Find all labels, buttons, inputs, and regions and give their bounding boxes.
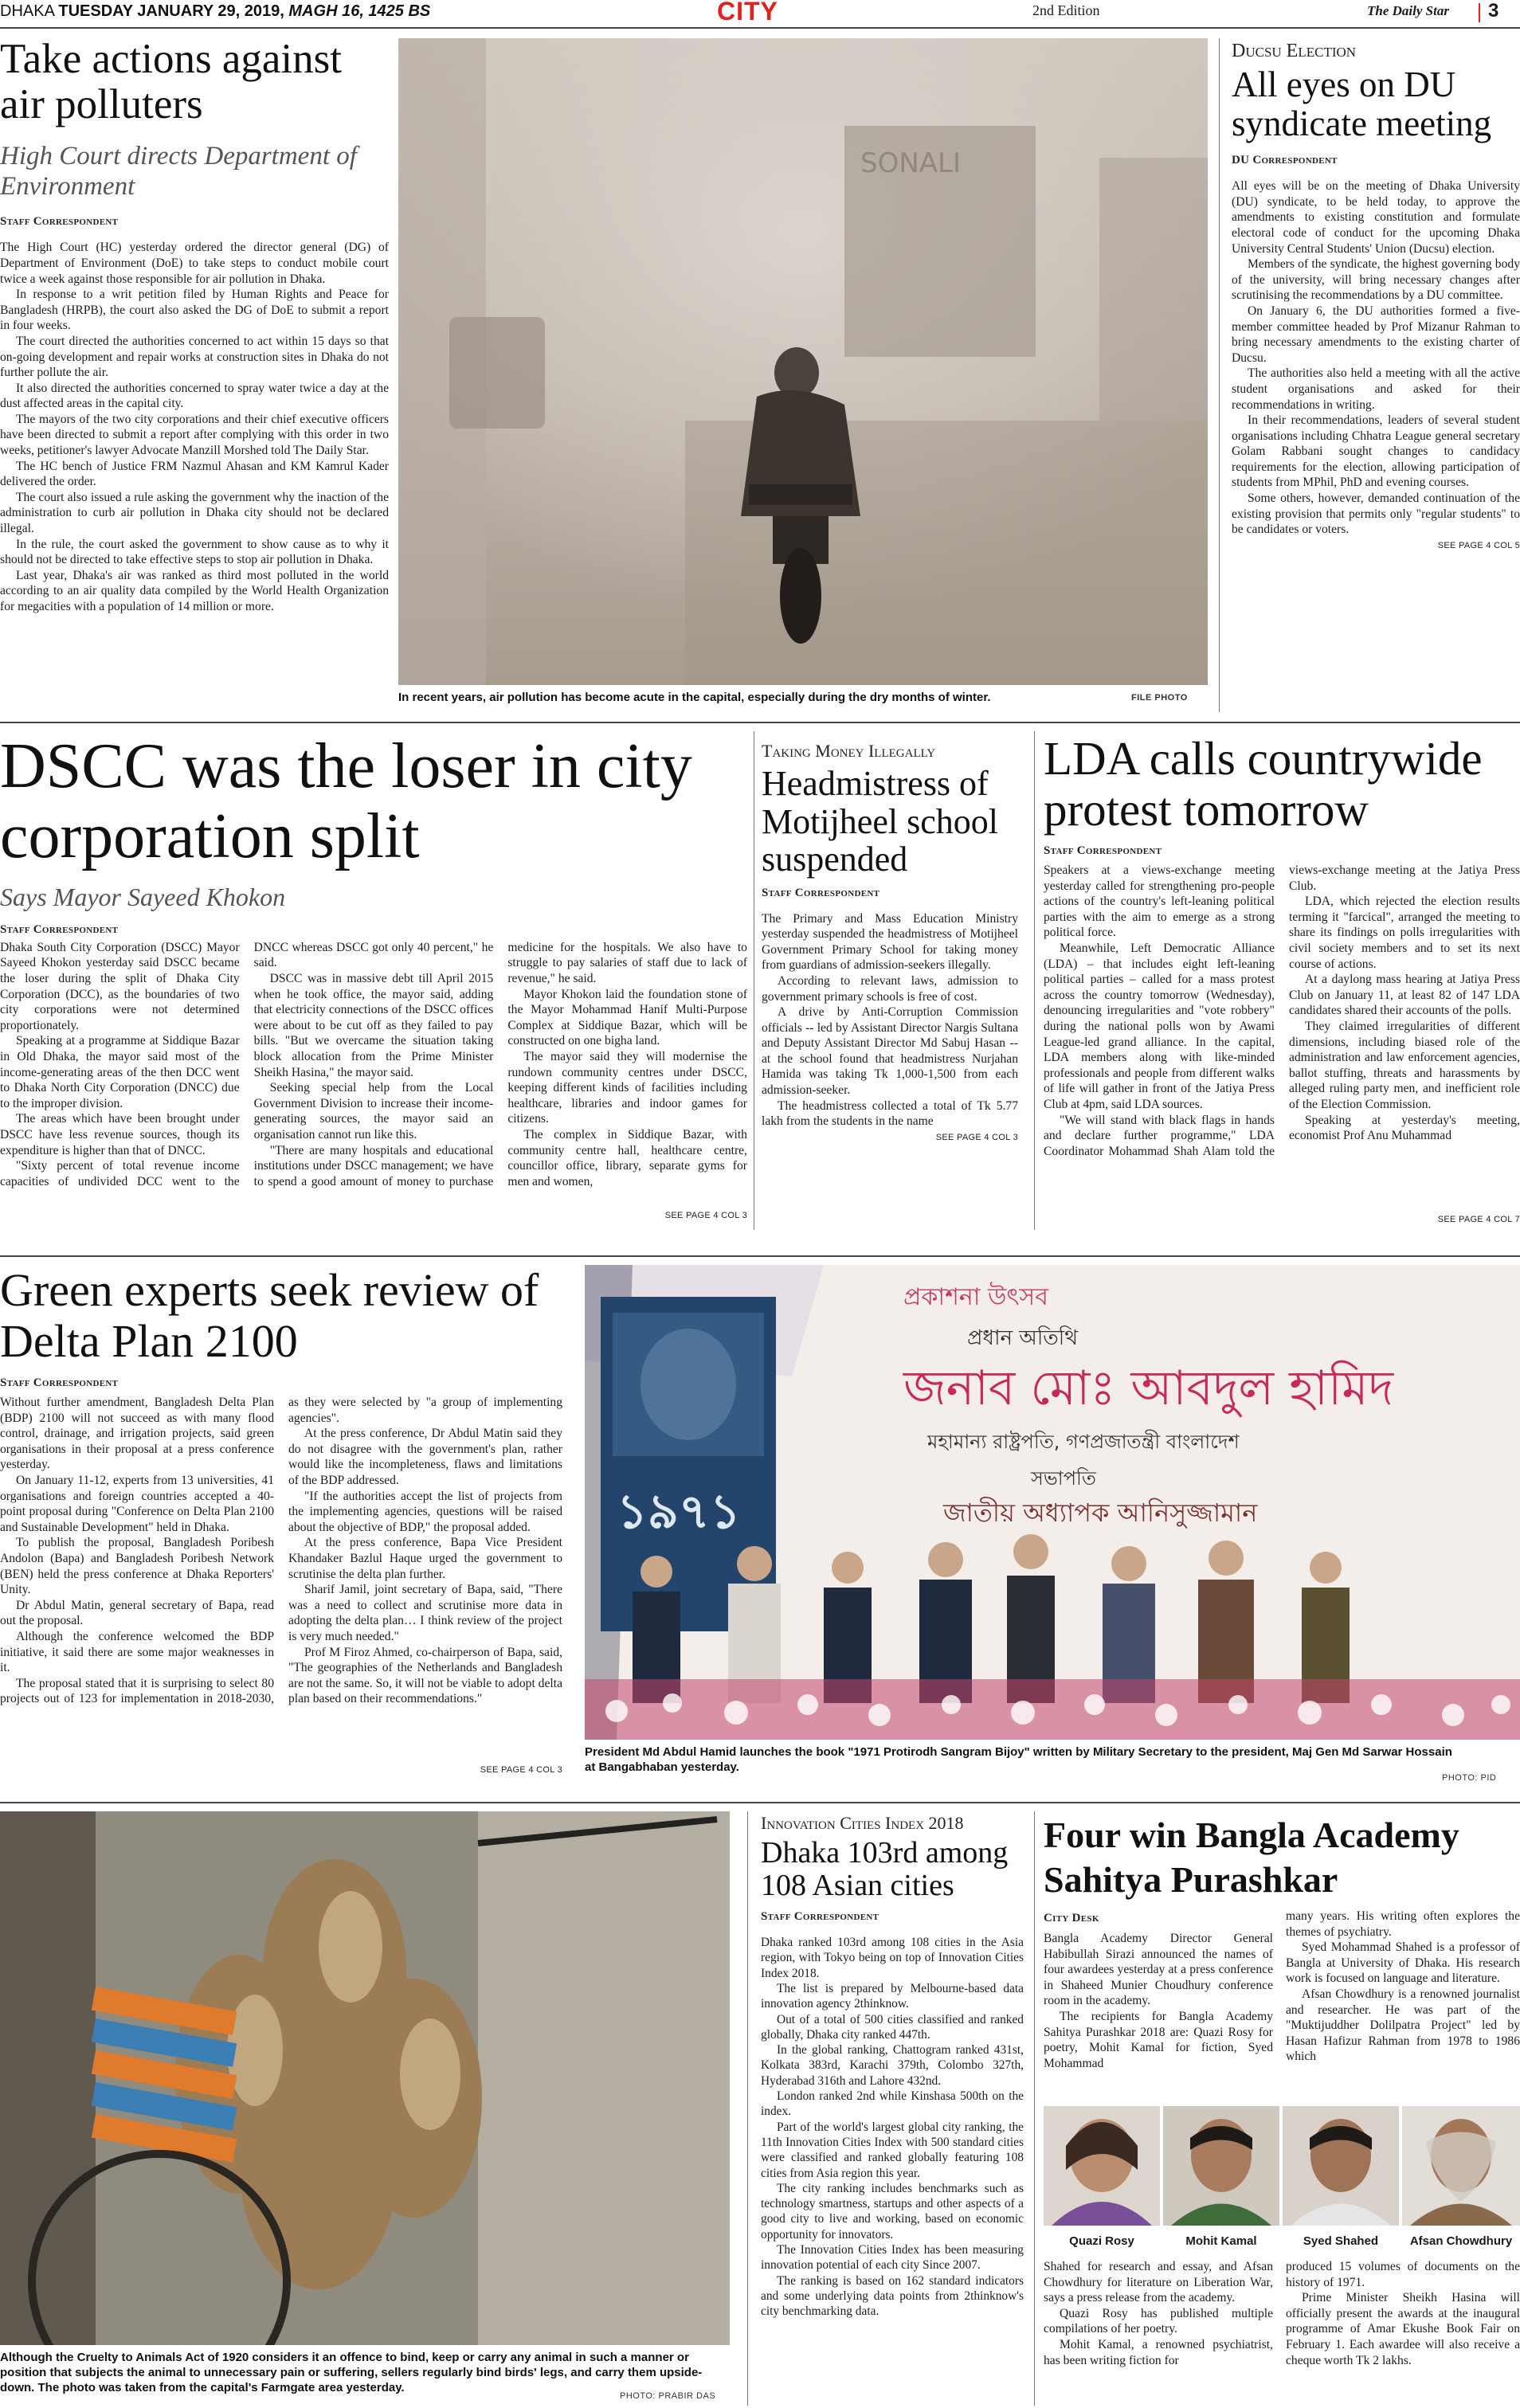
winner-photo [1163,2106,1279,2226]
paragraph: To publish the proposal, Bangladesh Poribesh Andolon (Bapa) and Bangladesh Poribesh Network (BEN) held the press conference at Dhaka Reporters' Unity. [0,1536,274,1597]
paragraph: According to relevant laws, admission to government primary schools is free of cost. [762,973,1018,1004]
paragraph: Although the conference welcomed the BDP initiative, it said there are some major weaknesses in it. [0,1629,274,1675]
article-body-col-4 [1286,2259,1520,2368]
paragraph: "We will stand with black flags in hands and declare further programme," LDA Coordinator Mohammad Shah Alam told the views-exchange meeting at the Jatiya Press Club. [1044,863,1520,1158]
byline: Staff Correspondent [0,1376,119,1389]
article-dscc-split [0,731,747,1231]
paragraph: The court also issued a rule asking the government why the inaction of the administration to curb air pollution in Dhaka city should not be declared illegal. [0,490,389,536]
paper-logo: The Daily Star [1367,3,1449,18]
masthead [0,0,1520,27]
paragraph: Some others, however, demanded continuation of the existing provision that permits only "regular students" to be candidates or voters. [1232,491,1520,537]
article-body [1044,863,1520,1215]
paragraph: produced 15 volumes of documents on the history of 1971. [1286,2260,1520,2289]
photo-credit: PHOTO: PID [1442,1773,1497,1783]
paragraph: The complex in Siddique Bazar, with community centre hall, healthcare centre, councillor office, library, separate gyms for men and women, [507,1127,747,1188]
paragraph: The High Court (HC) yesterday ordered the director general (DG) of Department of Environment (DoE) to take steps to conduct mobile court twice a week against those responsible for air pollution in Dhaka. [0,241,389,286]
see-page: SEE PAGE 4 COL 3 [935,1132,1018,1142]
winner-name: Mohit Kamal [1185,2234,1257,2248]
paragraph: The recipients for Bangla Academy Sahitya Purashkar 2018 are: Quazi Rosy for poetry, Mohit Kamal for fiction, Syed Mohammad [1044,2009,1273,2070]
paragraph: On January 6, the DU authorities formed a five-member committee headed by Prof Mizanur Rahman to bring necessary amendments to the existing charter of Ducsu. [1232,303,1520,365]
paragraph: The mayor said they will modernise the rundown community centres under DSCC, keeping different kinds of facilities including healthcare, libraries and indoor games for citizens. [507,1049,747,1126]
byline: DU Correspondent [1232,154,1338,167]
photo-caption: President Md Abdul Hamid launches the book "1971 Protirodh Sangram Bijoy" written by Military Secretary to the president, Maj Gen Md Sarwar Hossain at Bangabhaban yesterday. [585,1745,1452,1774]
paragraph: Dr Abdul Matin, general secretary of Bapa, read out the proposal. [0,1598,274,1628]
photo-ducks-image [0,1811,730,2345]
paragraph: DSCC was in massive debt till April 2015 when he took office, the mayor said, adding that electricity connections of the DSCC offices were about to be cut off as they failed to pay bills. "But we overcame the situation taking block allocation from the Prime Minister Sheikh Hasina," the mayor said. [253,971,494,1079]
byline: Staff Correspondent [761,1910,879,1924]
headline: Take actions against air polluters [0,36,342,128]
paragraph: Prof M Firoz Ahmed, co-chairperson of Bapa, said, "The geographies of the Netherlands and Bangladesh are not the same. So, it will not be viable to adopt delta plan based on their recommendations." [288,1645,562,1706]
paragraph: Part of the world's largest global city ranking, the 11th Innovation Cities Index with 500 standard cities were classified and ranked globally featuring 108 cities from Asia region this year. [761,2120,1024,2180]
see-page: SEE PAGE 4 COL 3 [480,1765,562,1775]
page-number: 3 [1488,0,1499,22]
paragraph: On January 11-12, experts from 13 universities, 41 organisations and foreign countries accepted a 40-point proposal during "Conference on Delta Plan 2100 and Sustainable Development" held in Dhaka. [0,1473,274,1534]
paragraph: The city ranking includes benchmarks such as technology smartness, startups and other aspects of a good city to live and working, based on economic opportunity for innovators. [761,2181,1024,2242]
column-divider [1219,38,1220,712]
paragraph: Syed Mohammad Shahed is a professor of Bangla at University of Dhaka. His research work is focused on language and literature. [1286,1940,1520,1986]
headline: DSCC was the loser in city corporation split [0,731,692,871]
article-innovation-index [761,1815,1024,2408]
paragraph: Mohit Kamal, a renowned psychiatrist, has been writing fiction for [1044,2337,1273,2367]
column-divider [1034,1811,1035,2406]
paragraph: Shahed for research and essay, and Afsan Chowdhury for literature on Liberation War, says a press release from the academy. [1044,2260,1273,2305]
paragraph: All eyes will be on the meeting of Dhaka University (DU) syndicate, to be held today, to approve the amendments to existing constitution and formulate electoral code of conduct for the upcoming Dhaka University Central Students' Union (Ducsu) election. [1232,179,1520,256]
book-year: ১৯৭১ [617,1484,741,1540]
paragraph: At the press conference, Bapa Vice President Khandaker Bazlul Haque urged the government to scrutinise the delta plan further. [288,1536,562,1581]
photo-book-launch [585,1265,1520,1740]
kicker: Taking Money Illegally [762,741,936,761]
paragraph: The Innovation Cities Index has been measuring innovation potential of each city Since 2007. [761,2243,1024,2273]
section-rule [0,1255,1520,1257]
photo-caption: In recent years, air pollution has become acute in the capital, especially during the dry months of winter. [398,691,991,704]
paragraph: "Sixty percent of total revenue income capacities of undivided DCC went to the DNCC whereas DSCC got only 40 percent," he said. [0,940,494,1188]
paragraph: "If the authorities accept the list of projects from the implementing agencies, questions will be raised about the objective of BDP," the proposal added. [288,1489,562,1534]
winner-name: Syed Shahed [1303,2234,1379,2248]
photo-book-launch-image [585,1265,1520,1740]
headline: Headmistress of Motijheel school suspended [762,764,998,879]
paragraph: Out of a total of 500 cities classified and ranked globally, Dhaka city ranked 447th. [761,2012,1024,2042]
byline: Staff Correspondent [0,922,119,936]
banner-line-1: প্রকাশনা উৎসব [903,1283,1048,1311]
article-headmistress [762,742,1018,1231]
paragraph: Sharif Jamil, joint secretary of Bapa, said, "There was a need to collect and scrutinise more data in adopting the delta plan… I think review of the project is very much needed." [288,1583,562,1643]
paragraph: Prime Minister Sheikh Hasina will officially present the awards at the inaugural programme of Amar Ekushe Book Fair on February 1. Each awardee will also receive a cheque worth Tk 2 lakhs. [1286,2291,1520,2367]
paragraph: Last year, Dhaka's air was ranked as third most polluted in the world according to an air quality data compiled by the World Health Organization for megacities with a population of 14 million or more. [0,568,389,613]
edition: 2nd Edition [1032,2,1100,18]
paragraph: The authorities also held a meeting with all the active student organisations and asked for their recommendations in writing. [1232,366,1520,412]
winner-photo [1044,2106,1160,2226]
section-rule [0,722,1520,723]
byline: Staff Correspondent [762,886,880,899]
deck: Says Mayor Sayeed Khokon [0,883,286,911]
article-air-polluters [0,37,389,714]
column-divider [747,1811,748,2406]
winner-photo [1283,2106,1399,2226]
byline: Staff Correspondent [1044,844,1162,857]
paragraph: It also directed the authorities concerned to spray water twice a day at the dust affected areas in the capital city. [0,381,389,411]
winner-portrait [1402,2106,1520,2251]
paragraph: The headmistress collected a total of Tk 5.77 lakh from the students in the name [762,1098,1018,1129]
headline: Dhaka 103rd among 108 Asian cities [761,1836,1009,1903]
headline: LDA calls countrywide protest tomorrow [1044,732,1483,836]
masthead-rule [0,27,1520,29]
section-rule [0,1802,1520,1803]
kicker: Innovation Cities Index 2018 [761,1813,964,1833]
dateline [0,2,430,21]
paragraph: In the global ranking, Chattogram ranked 431st, Kolkata 383rd, Karachi 379th, Colombo 327th, Hyderabad 316th and Lahore 432nd. [761,2043,1024,2088]
article-du-syndicate [1232,41,1520,715]
article-lda-protest [1044,733,1520,1233]
paragraph: Dhaka ranked 103rd among 108 cities in the Asia region, with Tokyo being on top of Innovation Cities Index 2018. [761,1936,1024,1980]
banner-line-4: মহামান্য রাষ্ট্রপতি, গণপ্রজাতন্ত্রী বাংলাদেশ [927,1431,1240,1453]
headline: All eyes on DU syndicate meeting [1232,65,1492,143]
winner-photo [1402,2106,1520,2226]
winner-portrait [1044,2106,1160,2251]
banner-line-6: জাতীয় অধ্যাপক আনিসুজ্জামান [943,1498,1258,1528]
headline: Green experts seek review of Delta Plan 2100 [0,1264,539,1367]
headline: Four win Bangla Academy Sahitya Purashkar [1044,1815,1459,1900]
deck: High Court directs Department of Environment [0,142,357,202]
paragraph: At the press conference, Dr Abdul Matin said they do not disagree with the government's plan, rather would like the incompleteness, flaws and limitations of the BDP addressed. [288,1427,562,1487]
byline: Staff Correspondent [0,215,119,229]
article-body [762,911,1018,1130]
photo-foggy-road-image [398,38,1208,685]
article-body [0,940,747,1211]
paragraph: Quazi Rosy has published multiple compilations of her poetry. [1044,2306,1273,2336]
bus-label: SONALI [860,147,962,179]
article-body [0,240,389,614]
winner-name: Afsan Chowdhury [1409,2234,1513,2248]
paragraph: In response to a writ petition filed by Human Rights and Peace for Bangladesh (HRPB), the court also asked the DG of DoE to submit a report in four weeks. [0,288,389,333]
section-name: CITY [717,0,778,25]
article-body-col-1 [1044,1931,1273,2071]
paragraph: They claimed irregularities of different dimensions, including biased role of the administration and law enforcement agencies, ballot stuffing, threats and harassments by alleged ruling party men, and inefficient role of the Election Commission. [1289,1019,1520,1111]
paragraph: The proposal stated that it is surprising to select 80 projects out of 123 for implementation in 2018-2030, as they were selected by "a group of implementing agencies". [0,1396,562,1706]
article-body-col-2 [1286,1909,1520,2065]
date: TUESDAY JANUARY 29, 2019, [58,2,284,20]
paragraph: Speaking at a programme at Siddique Bazar in Old Dhaka, the mayor said most of the income-generating areas of the then DCC went to Dhaka North City Corporation (DNCC) due to the improper division. [0,1034,240,1110]
paragraph: LDA, which rejected the election results terming it "farcical", arranged the meeting to share its findings on polls irregularities with civil society members and to set its next course of actions. [1289,895,1520,971]
paragraph: Meanwhile, Left Democratic Alliance (LDA) – that includes eight left-leaning political parties – called for a mass protest across the country tomorrow (Wednesday), denouncing irregularities and "vote robbery" during the national polls won by Awami League-led grand alliance. In the capital, LDA members along with like-minded professionals and people from different walks of life will gather in front of the Jatiya Press Club at 4pm, said LDA sources. [1044,941,1275,1111]
paragraph: Speaking at yesterday's meeting, economist Prof Anu Muhammad [1289,1113,1520,1143]
paragraph: The ranking is based on 162 standard indicators and some underlying data points from 2thinknow's city benchmarking data. [761,2273,1024,2319]
paragraph: A drive by Anti-Corruption Commission officials -- led by Assistant Director Nargis Sultana and Deputy Assistant Director Md Sabuj Hasan -- at the school found that headmistress Nurjahan Hamida was taking Tk 1,000-1,500 from each admission-seeker. [762,1005,1018,1098]
paragraph: Dhaka South City Corporation (DSCC) Mayor Sayeed Khokon yesterday said DSCC became the loser during the split of Dhaka City Corporation (DCC), as the boundaries of two city corporations were not determined proportionately. [0,940,240,1032]
column-divider [1034,731,1035,1230]
bengali-date: MAGH 16, 1425 BS [288,2,431,20]
see-page: SEE PAGE 4 COL 3 [664,1210,747,1220]
photo-credit: PHOTO: PRABIR DAS [620,2391,716,2401]
byline: City Desk [1044,1912,1099,1924]
article-delta-plan [0,1265,562,1791]
paragraph: The Primary and Mass Education Ministry yesterday suspended the headmistress of Motijheel Government Primary School for taking money from guardians of admission-seekers illegally. [762,911,1018,973]
article-body [1232,178,1520,538]
paragraph: The areas which have been brought under DSCC have less revenue sources, though its expenditure is higher than that of DNCC. [0,1112,240,1157]
paragraph: The mayors of the two city corporations and their chief executive officers have been directed to submit a report after complying with this order in two weeks, petitioner's lawyer Advocate Manzill Morshed told The Daily Star. [0,412,389,458]
paragraph: Speakers at a views-exchange meeting yesterday called for strengthening pro-people actions of the country's left-leaning political parties with the aim to emerge as a strong political force. [1044,863,1275,940]
paragraph: Afsan Chowdhury is a renowned journalist and researcher. He was part of the "Muktijuddher Dolilpatra Project" led by Hasan Hafizur Rahman from 1978 to 1986 which [1286,1987,1520,2064]
paragraph: Seeking special help from the Local Government Division to increase their income-generating sources, the mayor said an organisation cannot run like this. [253,1081,494,1141]
paragraph: The list is prepared by Melbourne-based data innovation agency 2thinknow. [761,1981,1024,2011]
logo-divider [1479,3,1480,22]
article-body [0,1395,562,1765]
winner-portrait [1283,2106,1399,2251]
paragraph: Members of the syndicate, the highest governing body of the university, will bring necessary changes after scrutinising the recommendations by a DU committee. [1232,257,1520,303]
photo-caption: Although the Cruelty to Animals Act of 1920 considers it an offence to bind, keep or carry any animal in such a manner or position that subjects the animal to unnecessary pain or suffering, sellers regularly bind birds' legs, and carry them upside-down. The photo was taken from the capital's Farmgate area yesterday. [0,2351,703,2394]
paragraph: many years. His writing often explores the themes of psychiatry. [1286,1909,1520,1939]
article-body-col-3 [1044,2259,1273,2368]
photo-foggy-road [398,38,1208,685]
city-name: DHAKA [0,2,54,20]
winner-portraits [1044,2106,1520,2251]
paragraph: The court directed the authorities concerned to act within 15 days so that on-going development and repair works at construction sites in Dhaka do not further pollute the air. [0,334,389,380]
paragraph: Without further amendment, Bangladesh Delta Plan (BDP) 2100 will not succeed as with many flood control, drainage, and irrigation projects, said green organisations in their proposal at a press conference yesterday. [0,1396,274,1472]
winner-name: Quazi Rosy [1069,2234,1134,2248]
photo-ducks [0,1811,730,2345]
winner-portrait [1163,2106,1279,2251]
paragraph: "There are many hospitals and educational institutions under DSCC management; we have to spend a good amount of money to purchase medicine for the hospitals. We also have to struggle to pay salaries of staff due to lack of revenue," he said. [253,940,747,1188]
kicker: Ducsu Election [1232,41,1357,61]
paragraph: Bangla Academy Director General Habibullah Sirazi announced the names of four awardees yesterday at a press conference in Shaheed Munier Choudhury conference room in the academy. [1044,1932,1273,2008]
article-body [761,1935,1024,2319]
paragraph: Mayor Khokon laid the foundation stone of the Mayor Mohammad Hanif Multi-Purpose Complex at Siddique Bazar, which will be constructed on one bigha land. [507,987,747,1048]
paragraph: In the rule, the court asked the government to show cause as to why it should not be directed to take effective steps to stop air pollution in Dhaka. [0,537,389,567]
banner-line-5: সভাপতি [1031,1467,1096,1490]
paragraph: London ranked 2nd while Kinshasa 500th on the index. [761,2089,1024,2119]
see-page: SEE PAGE 4 COL 5 [1437,540,1520,550]
paragraph: The HC bench of Justice FRM Nazmul Ahasan and KM Kamrul Kader delivered the order. [0,459,389,489]
article-bangla-academy [1044,1813,1520,2408]
banner-line-3: জনাব মোঃ আবদুল হামিদ [903,1361,1394,1416]
see-page: SEE PAGE 4 COL 7 [1437,1215,1520,1224]
banner-line-2: প্রধান অতিথি [967,1326,1079,1350]
paragraph: At a daylong mass hearing at Jatiya Press Club on January 11, at least 82 of 147 LDA candidates shared their accounts of the polls. [1289,973,1520,1018]
photo-credit: FILE PHOTO [1131,693,1188,703]
paragraph: In their recommendations, leaders of several student organisations including Chhatra League general secretary Golam Rabbani sought changes to candidacy requirements for the election, allowing participation of students from MPhil, PhD and evening courses. [1232,413,1520,490]
